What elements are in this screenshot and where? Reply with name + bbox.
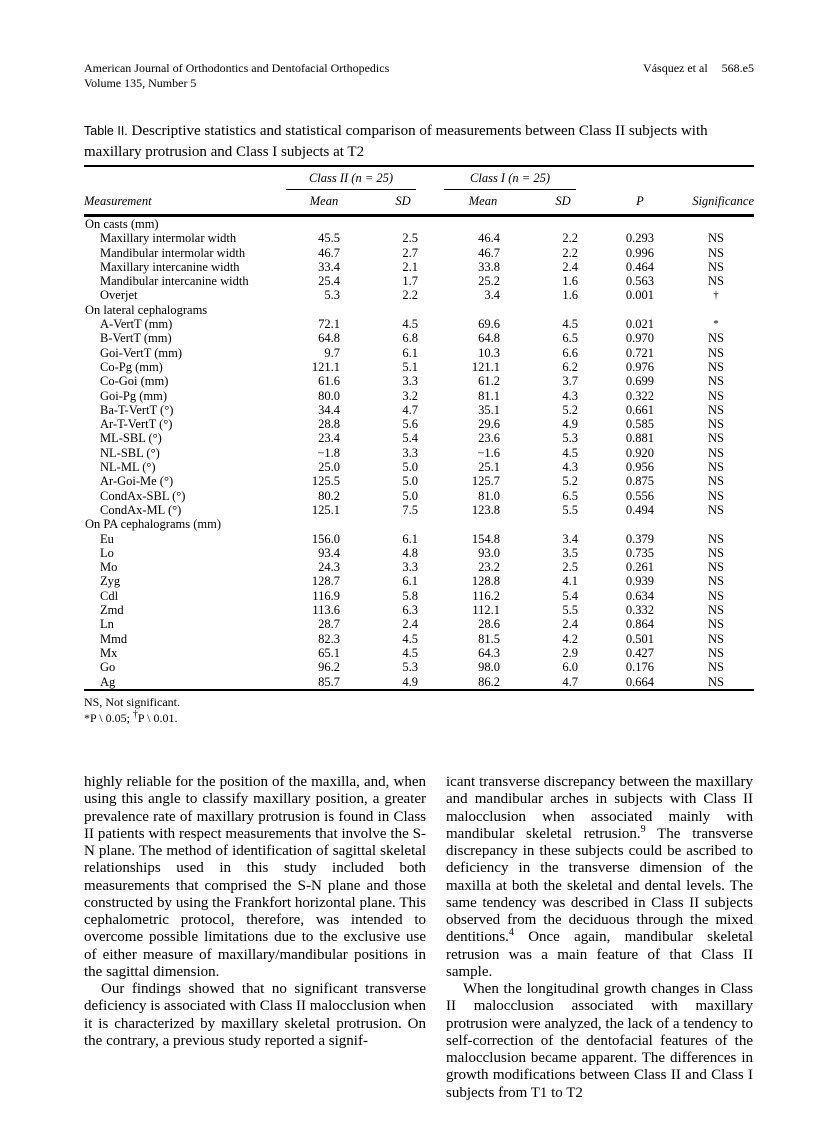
measurement-cell: Mo xyxy=(100,560,118,575)
table-row xyxy=(84,474,754,488)
table-row xyxy=(84,632,754,646)
value-cell: 4.7 xyxy=(562,674,578,689)
measurement-cell: Mx xyxy=(100,645,118,660)
value-cell: 81.1 xyxy=(478,388,500,403)
significance-cell: NS xyxy=(708,345,724,360)
value-cell: 4.5 xyxy=(562,317,578,332)
significance-cell: NS xyxy=(708,388,724,403)
col-header-sd-class1: SD xyxy=(524,190,602,216)
significance-cell: NS xyxy=(708,374,724,389)
value-cell: 5.3 xyxy=(402,660,418,675)
value-cell: 5.3 xyxy=(324,288,340,303)
value-cell: 23.6 xyxy=(478,431,500,446)
section-title: On lateral cephalograms xyxy=(85,302,208,317)
value-cell: 7.5 xyxy=(402,502,418,517)
significance-cell: NS xyxy=(708,431,724,446)
value-cell: 2.2 xyxy=(562,231,578,246)
value-cell: 2.2 xyxy=(402,288,418,303)
value-cell: 10.3 xyxy=(478,345,500,360)
measurement-cell: Mandibular intermolar width xyxy=(100,245,246,260)
table-row xyxy=(84,446,754,460)
value-cell: 0.427 xyxy=(625,645,654,660)
value-cell: 33.8 xyxy=(478,259,500,274)
significance-cell: NS xyxy=(708,245,724,260)
measurement-cell: Ag xyxy=(100,674,116,689)
value-cell: 5.0 xyxy=(402,474,418,489)
significance-cell: NS xyxy=(708,531,724,546)
value-cell: 23.2 xyxy=(478,560,500,575)
value-cell: 2.4 xyxy=(562,259,578,274)
value-cell: 0.001 xyxy=(625,288,654,303)
significance-cell: † xyxy=(713,289,719,302)
value-cell: 80.0 xyxy=(318,388,340,403)
table-row xyxy=(84,260,754,274)
measurement-cell: Mandibular intercanine width xyxy=(100,274,249,289)
table-row xyxy=(84,360,754,374)
table-row xyxy=(84,532,754,546)
value-cell: 116.2 xyxy=(472,588,500,603)
value-cell: 0.332 xyxy=(625,603,654,618)
measurement-cell: CondAx-ML (°) xyxy=(100,502,182,517)
col-header-p: P xyxy=(602,190,678,216)
measurement-cell: NL-SBL (°) xyxy=(100,445,160,460)
value-cell: 0.556 xyxy=(625,488,654,503)
value-cell: 2.4 xyxy=(562,617,578,632)
measurement-cell: Goi-Pg (mm) xyxy=(100,388,168,403)
value-cell: 61.2 xyxy=(478,374,500,389)
value-cell: 80.2 xyxy=(318,488,340,503)
significance-cell: NS xyxy=(708,545,724,560)
value-cell: 128.8 xyxy=(471,574,500,589)
value-cell: 93.4 xyxy=(318,545,340,560)
table-row xyxy=(84,546,754,560)
value-cell: 4.3 xyxy=(562,460,578,475)
value-cell: 28.8 xyxy=(318,417,340,432)
column-header-row xyxy=(84,190,754,216)
measurement-cell: Ba-T-VertT (°) xyxy=(100,402,174,417)
measurement-cell: Maxillary intermolar width xyxy=(100,231,237,246)
running-head-left xyxy=(84,61,389,91)
measurement-cell: CondAx-SBL (°) xyxy=(100,488,186,503)
measurement-cell: Co-Goi (mm) xyxy=(100,374,169,389)
measurement-cell: Go xyxy=(100,660,116,675)
value-cell: 3.7 xyxy=(562,374,578,389)
significance-cell: NS xyxy=(708,560,724,575)
table-row xyxy=(84,646,754,660)
value-cell: 2.7 xyxy=(402,245,418,260)
value-cell: 0.176 xyxy=(625,660,654,675)
significance-cell: NS xyxy=(708,417,724,432)
group-header-class2: Class II (n = 25) xyxy=(286,171,416,190)
significance-cell: NS xyxy=(708,460,724,475)
value-cell: 6.8 xyxy=(402,331,418,346)
value-cell: 5.4 xyxy=(402,431,418,446)
measurement-cell: ML-SBL (°) xyxy=(100,431,162,446)
table-row xyxy=(84,574,754,588)
value-cell: 125.7 xyxy=(471,474,500,489)
table-row xyxy=(84,503,754,517)
measurement-cell: A-VertT (mm) xyxy=(100,317,173,332)
value-cell: 125.5 xyxy=(311,474,340,489)
value-cell: 6.1 xyxy=(402,531,418,546)
col-header-measurement: Measurement xyxy=(84,190,284,216)
value-cell: 2.9 xyxy=(562,645,578,660)
significance-cell: NS xyxy=(708,474,724,489)
value-cell: 5.2 xyxy=(562,474,578,489)
value-cell: 4.5 xyxy=(402,631,418,646)
value-cell: 0.293 xyxy=(625,231,654,246)
table-footnote-2: *P \ 0.05; †P \ 0.01. xyxy=(84,708,178,725)
significance-cell: NS xyxy=(708,603,724,618)
value-cell: 2.1 xyxy=(402,259,418,274)
value-cell: 4.5 xyxy=(562,445,578,460)
value-cell: 4.2 xyxy=(562,631,578,646)
significance-cell: * xyxy=(713,318,719,331)
data-table xyxy=(84,165,754,691)
table-body xyxy=(84,216,754,690)
table-row xyxy=(84,560,754,574)
authors: Vásquez et al xyxy=(643,61,708,75)
significance-cell: NS xyxy=(708,402,724,417)
value-cell: 5.8 xyxy=(402,588,418,603)
value-cell: 4.1 xyxy=(562,574,578,589)
value-cell: 46.7 xyxy=(318,245,340,260)
value-cell: 69.6 xyxy=(478,317,500,332)
value-cell: 5.4 xyxy=(562,588,578,603)
value-cell: 5.3 xyxy=(562,431,578,446)
value-cell: 4.7 xyxy=(402,402,418,417)
significance-cell: NS xyxy=(708,674,724,689)
value-cell: 29.6 xyxy=(478,417,500,432)
value-cell: 3.4 xyxy=(484,288,500,303)
value-cell: 45.5 xyxy=(318,231,340,246)
value-cell: 4.5 xyxy=(402,645,418,660)
value-cell: 72.1 xyxy=(318,317,340,332)
value-cell: 0.996 xyxy=(625,245,654,260)
value-cell: 25.1 xyxy=(478,460,500,475)
table-row xyxy=(84,317,754,331)
value-cell: 64.8 xyxy=(318,331,340,346)
paragraph: icant transverse discrepancy between the maxillary and mandibular arches in subjects with Class II malocclusion when associated mainly with mandibular skeletal retrusion.$^9$ The transverse discrepancy in these subjects could be ascribed to deficiency in the transverse dimension of the maxilla at both the skeletal and dental levels. The same tendency was described in Class II subjects observed from the deciduous through the mixed dentitions.$^4$ Once again, mandibular skeletal retrusion was a main feature of that Class II sample. xyxy=(446,774,753,980)
table-row xyxy=(84,403,754,417)
table-row xyxy=(84,660,754,674)
measurement-cell: NL-ML (°) xyxy=(100,460,156,475)
table-row xyxy=(84,374,754,388)
table-row xyxy=(84,288,754,302)
significance-cell: NS xyxy=(708,259,724,274)
value-cell: 0.735 xyxy=(625,545,654,560)
value-cell: 1.6 xyxy=(562,274,578,289)
significance-cell: NS xyxy=(708,502,724,517)
value-cell: 24.3 xyxy=(318,560,340,575)
measurement-cell: Co-Pg (mm) xyxy=(100,359,163,374)
value-cell: 4.5 xyxy=(402,317,418,332)
measurement-cell: Cdl xyxy=(100,588,119,603)
value-cell: 0.970 xyxy=(625,331,654,346)
table-row xyxy=(84,431,754,445)
section-row xyxy=(84,216,754,232)
value-cell: 6.3 xyxy=(402,603,418,618)
significance-cell: NS xyxy=(708,660,724,675)
value-cell: 34.4 xyxy=(318,402,340,417)
col-header-mean-class1: Mean xyxy=(442,190,524,216)
significance-cell: NS xyxy=(708,617,724,632)
value-cell: 0.322 xyxy=(625,388,654,403)
paragraph: When the longitudinal growth changes in Class II malocclusion associated with maxillary protrusion were analyzed, the lack of a tendency to self-correction of the dentofacial features of the malocclusion became apparent. The differences in growth modifications between Class II and Class I subjects from T1 to T2 xyxy=(446,981,753,1101)
page-number: 568.e5 xyxy=(721,61,754,75)
value-cell: 0.976 xyxy=(625,359,654,374)
value-cell: 0.920 xyxy=(625,445,654,460)
value-cell: −1.6 xyxy=(477,445,500,460)
value-cell: 0.379 xyxy=(625,531,654,546)
value-cell: 0.261 xyxy=(625,560,654,575)
table-row xyxy=(84,417,754,431)
value-cell: 0.661 xyxy=(625,402,654,417)
group-header-row xyxy=(84,166,754,190)
value-cell: 0.501 xyxy=(625,631,654,646)
value-cell: 2.4 xyxy=(402,617,418,632)
value-cell: 0.939 xyxy=(625,574,654,589)
table-caption xyxy=(84,121,756,162)
value-cell: 5.5 xyxy=(562,603,578,618)
value-cell: 81.5 xyxy=(478,631,500,646)
value-cell: 28.6 xyxy=(478,617,500,632)
measurement-cell: Zmd xyxy=(100,603,124,618)
value-cell: 5.5 xyxy=(562,502,578,517)
value-cell: 0.494 xyxy=(625,502,654,517)
table-row xyxy=(84,589,754,603)
measurement-cell: B-VertT (mm) xyxy=(100,331,172,346)
value-cell: 1.7 xyxy=(402,274,418,289)
table-footnote-1: NS, Not significant. xyxy=(84,695,180,709)
table-footnotes xyxy=(84,695,584,726)
value-cell: 5.2 xyxy=(562,402,578,417)
value-cell: 3.3 xyxy=(402,374,418,389)
value-cell: 121.1 xyxy=(311,359,340,374)
value-cell: 154.8 xyxy=(471,531,500,546)
value-cell: 6.2 xyxy=(562,359,578,374)
value-cell: 113.6 xyxy=(312,603,340,618)
value-cell: 156.0 xyxy=(311,531,340,546)
table-row xyxy=(84,346,754,360)
significance-cell: NS xyxy=(708,359,724,374)
value-cell: 2.5 xyxy=(562,560,578,575)
section-title: On casts (mm) xyxy=(85,217,159,231)
value-cell: 2.5 xyxy=(402,231,418,246)
value-cell: 4.9 xyxy=(402,674,418,689)
value-cell: 1.6 xyxy=(562,288,578,303)
value-cell: 4.8 xyxy=(402,545,418,560)
significance-cell: NS xyxy=(708,445,724,460)
value-cell: 35.1 xyxy=(478,402,500,417)
value-cell: 5.1 xyxy=(402,359,418,374)
value-cell: 25.0 xyxy=(318,460,340,475)
value-cell: 86.2 xyxy=(478,674,500,689)
significance-cell: NS xyxy=(708,231,724,246)
table-row xyxy=(84,389,754,403)
table-row xyxy=(84,675,754,690)
value-cell: 25.2 xyxy=(478,274,500,289)
value-cell: 6.0 xyxy=(562,660,578,675)
value-cell: 65.1 xyxy=(318,645,340,660)
running-head-right xyxy=(643,61,754,91)
significance-cell: NS xyxy=(708,645,724,660)
value-cell: 0.864 xyxy=(625,617,654,632)
value-cell: 2.2 xyxy=(562,245,578,260)
value-cell: 9.7 xyxy=(324,345,340,360)
table-row xyxy=(84,274,754,288)
measurement-cell: Eu xyxy=(100,531,114,546)
significance-cell: NS xyxy=(708,274,724,289)
value-cell: 5.0 xyxy=(402,488,418,503)
value-cell: 0.699 xyxy=(625,374,654,389)
measurement-cell: Goi-VertT (mm) xyxy=(100,345,183,360)
value-cell: 112.1 xyxy=(472,603,500,618)
table-row xyxy=(84,246,754,260)
value-cell: 6.5 xyxy=(562,488,578,503)
significance-cell: NS xyxy=(708,574,724,589)
section-row xyxy=(84,303,754,317)
value-cell: 128.7 xyxy=(311,574,340,589)
value-cell: 6.1 xyxy=(402,345,418,360)
value-cell: 0.956 xyxy=(625,460,654,475)
value-cell: 6.6 xyxy=(562,345,578,360)
value-cell: 61.6 xyxy=(318,374,340,389)
measurement-cell: Lo xyxy=(100,545,114,560)
value-cell: 0.021 xyxy=(625,317,654,332)
table-row xyxy=(84,603,754,617)
section-row xyxy=(84,517,754,531)
table-row xyxy=(84,231,754,245)
measurement-cell: Ar-Goi-Me (°) xyxy=(100,474,174,489)
value-cell: 85.7 xyxy=(318,674,340,689)
value-cell: 3.4 xyxy=(562,531,578,546)
value-cell: 125.1 xyxy=(311,502,340,517)
col-header-sd-class2: SD xyxy=(364,190,442,216)
value-cell: 123.8 xyxy=(471,502,500,517)
significance-cell: NS xyxy=(708,631,724,646)
table-row xyxy=(84,489,754,503)
significance-cell: NS xyxy=(708,331,724,346)
value-cell: 0.875 xyxy=(625,474,654,489)
measurement-cell: Zyg xyxy=(100,574,121,589)
measurement-cell: Ln xyxy=(100,617,114,632)
running-head xyxy=(84,61,754,91)
value-cell: 3.5 xyxy=(562,545,578,560)
paragraph: Our findings showed that no significant transverse deficiency is associated with Class II malocclusion when it is characterized by maxillary skeletal protrusion. On the contrary, a previous study reported a signif- xyxy=(84,981,426,1049)
value-cell: 0.464 xyxy=(625,259,654,274)
value-cell: 25.4 xyxy=(318,274,340,289)
value-cell: 64.8 xyxy=(478,331,500,346)
measurement-cell: Maxillary intercanine width xyxy=(100,259,240,274)
value-cell: 64.3 xyxy=(478,645,500,660)
value-cell: 82.3 xyxy=(318,631,340,646)
value-cell: 6.1 xyxy=(402,574,418,589)
body-column-left xyxy=(84,774,426,1050)
section-title: On PA cephalograms (mm) xyxy=(85,517,221,532)
table-caption-text: Descriptive statistics and statistical comparison of measurements between Class II subjects with maxillary protrusion and Class I subjects at T2 xyxy=(84,123,708,160)
value-cell: 3.3 xyxy=(402,445,418,460)
col-header-mean-class2: Mean xyxy=(284,190,364,216)
value-cell: 93.0 xyxy=(478,545,500,560)
value-cell: 0.563 xyxy=(625,274,654,289)
value-cell: 46.7 xyxy=(478,245,500,260)
value-cell: 28.7 xyxy=(318,617,340,632)
value-cell: 0.664 xyxy=(625,674,654,689)
table-row xyxy=(84,460,754,474)
value-cell: 121.1 xyxy=(471,359,500,374)
value-cell: 116.9 xyxy=(312,588,340,603)
value-cell: 0.585 xyxy=(625,417,654,432)
value-cell: 4.3 xyxy=(562,388,578,403)
table-row xyxy=(84,331,754,345)
significance-cell: NS xyxy=(708,588,724,603)
value-cell: 98.0 xyxy=(478,660,500,675)
value-cell: 0.634 xyxy=(625,588,654,603)
measurement-cell: Ar-T-VertT (°) xyxy=(100,417,173,432)
value-cell: 6.5 xyxy=(562,331,578,346)
value-cell: 5.0 xyxy=(402,460,418,475)
measurement-cell: Overjet xyxy=(100,288,138,303)
body-column-right xyxy=(446,774,753,1102)
table-row xyxy=(84,617,754,631)
value-cell: −1.8 xyxy=(317,445,340,460)
value-cell: 81.0 xyxy=(478,488,500,503)
value-cell: 5.6 xyxy=(402,417,418,432)
significance-cell: NS xyxy=(708,488,724,503)
value-cell: 46.4 xyxy=(478,231,500,246)
value-cell: 96.2 xyxy=(318,660,340,675)
group-header-class1: Class I (n = 25) xyxy=(444,171,576,190)
value-cell: 33.4 xyxy=(318,259,340,274)
volume-line: Volume 135, Number 5 xyxy=(84,76,197,90)
value-cell: 0.721 xyxy=(625,345,654,360)
value-cell: 23.4 xyxy=(318,431,340,446)
value-cell: 3.2 xyxy=(402,388,418,403)
paragraph: highly reliable for the position of the maxilla, and, when using this angle to classify maxillary position, a greater prevalence rate of maxillary protrusion is found in Class II patients with respect measurements that involve the S-N plane. The method of identification of sagittal skeletal relationships used in this study included both measurements that comprised the S-N plane and those constructed by using the Frankfort horizontal plane. This cephalometric protocol, therefore, was intended to overcome possible limitations due to the exclusive use of either measure of maxillary/mandibular positions in the sagittal dimension. xyxy=(84,774,426,980)
value-cell: 4.9 xyxy=(562,417,578,432)
value-cell: 0.881 xyxy=(625,431,654,446)
journal-title: American Journal of Orthodontics and Dentofacial Orthopedics xyxy=(84,61,390,75)
value-cell: 3.3 xyxy=(402,560,418,575)
table-label: Table II. xyxy=(84,124,128,138)
col-header-significance: Significance xyxy=(678,190,754,216)
measurement-cell: Mmd xyxy=(100,631,128,646)
